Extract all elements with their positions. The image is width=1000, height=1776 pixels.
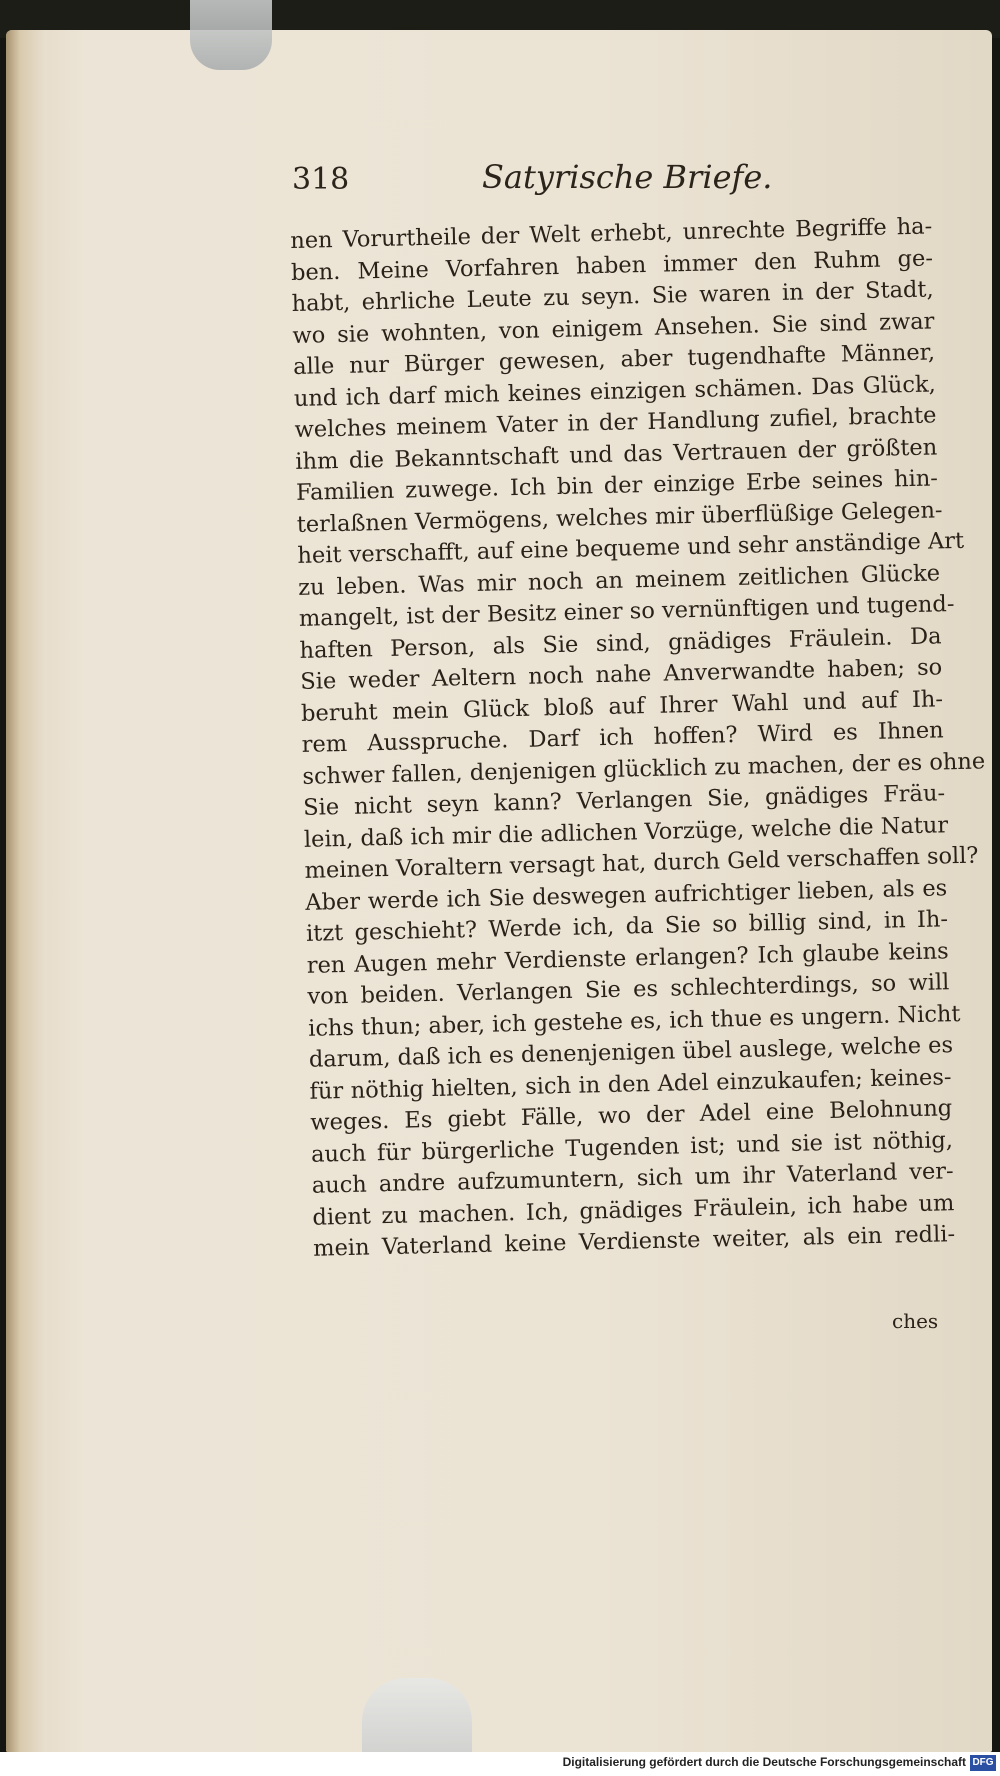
text-line: mein Vaterland keine Verdienste weiter, als ein redli- bbox=[312, 1221, 956, 1262]
text-line: ben. Meine Vorfahren haben immer den Ruhm ge- bbox=[290, 244, 934, 286]
text-line: darum, daß ich es denenjenigen übel auslege, welche es bbox=[308, 1032, 954, 1073]
page-spine-edge bbox=[6, 30, 48, 1752]
text-line: auch für bürgerliche Tugenden ist; und sie ist nöthig, bbox=[310, 1126, 954, 1168]
text-line: zu leben. Was mir noch an meinem zeitlichen Glücke bbox=[297, 559, 941, 601]
dfg-logo: DFG bbox=[970, 1755, 996, 1771]
text-line: rem Ausspruche. Darf ich hoffen? Wird es Ihnen bbox=[301, 717, 944, 758]
text-line: beruht mein Glück bloß auf Ihrer Wahl und auf Ih- bbox=[300, 685, 944, 727]
text-line: Familien zuwege. Ich bin der einzige Erbe seines hin- bbox=[295, 465, 939, 506]
text-line: heit verschafft, auf eine bequeme und sehr anständige Art bbox=[297, 527, 965, 569]
text-line: Aber werde ich Sie deswegen aufrichtiger lieben, als es bbox=[305, 874, 948, 916]
page-header bbox=[292, 158, 942, 208]
text-line: habt, ehrliche Leute zu seyn. Sie waren in der Stadt, bbox=[291, 276, 934, 317]
text-line: Sie weder Aeltern noch nahe Anverwandte haben; so bbox=[300, 654, 943, 695]
text-line: itzt geschieht? Werde ich, da Sie so billig sind, in Ih- bbox=[305, 906, 949, 947]
text-line: Sie nicht seyn kann? Verlangen Sie, gnädiges Fräu- bbox=[302, 780, 946, 821]
text-line: und ich darf mich keines einzigen schämen. Das Glück, bbox=[293, 370, 937, 412]
text-line: alle nur Bürger gewesen, aber tugendhafte Männer, bbox=[292, 339, 936, 380]
text-line: von beiden. Verlangen Sie es schlechterdings, so will bbox=[307, 969, 950, 1010]
book-clamp-bottom bbox=[362, 1678, 472, 1758]
text-line: auch andre aufzumuntern, sich um ihr Vaterland ver- bbox=[311, 1158, 954, 1199]
text-line: mangelt, ist der Besitz einer so vernünftigen und tugend- bbox=[298, 591, 955, 632]
text-line: ichs thun; aber, ich gestehe es, ich thue es ungern. Nicht bbox=[307, 1000, 961, 1042]
text-line: ihm die Bekanntschaft und das Vertrauen der größten bbox=[295, 433, 938, 475]
text-line: terlaßnen Vermögens, welches mir überflüßige Gelegen- bbox=[296, 496, 943, 538]
text-line: wo sie wohnten, von einigem Ansehen. Sie sind zwar bbox=[292, 307, 935, 349]
text-line: schwer fallen, denjenigen glücklich zu machen, der es ohne bbox=[302, 747, 986, 790]
text-line: weges. Es giebt Fälle, wo der Adel eine Belohnung bbox=[310, 1095, 953, 1136]
body-text bbox=[290, 211, 986, 1265]
text-line: haften Person, als Sie sind, gnädiges Fräulein. Da bbox=[299, 622, 942, 664]
running-title: Satyrische Briefe. bbox=[482, 158, 773, 196]
text-line: für nöthig hielten, sich in den Adel einzukaufen; keines- bbox=[309, 1063, 952, 1105]
book-clamp-top bbox=[190, 0, 272, 70]
text-line: welches meinem Vater in der Handlung zufiel, brachte bbox=[294, 402, 937, 443]
digitization-credit: Digitalisierung gefördert durch die Deutsche Forschungsgemeinschaft bbox=[562, 1755, 966, 1769]
text-line: dient zu machen. Ich, gnädiges Fräulein, ich habe um bbox=[312, 1189, 955, 1231]
text-line: lein, daß ich mir die adlichen Vorzüge, welche die Natur bbox=[303, 811, 949, 853]
text-line: meinen Voraltern versagt hat, durch Geld verschaffen soll? bbox=[304, 842, 979, 884]
text-line: ren Augen mehr Verdienste erlangen? Ich glaube keins bbox=[306, 937, 949, 979]
text-line: nen Vorurtheile der Welt erhebt, unrechte Begriffe ha- bbox=[290, 213, 933, 254]
catchword: ches bbox=[892, 1309, 939, 1333]
page-number: 318 bbox=[292, 162, 350, 197]
